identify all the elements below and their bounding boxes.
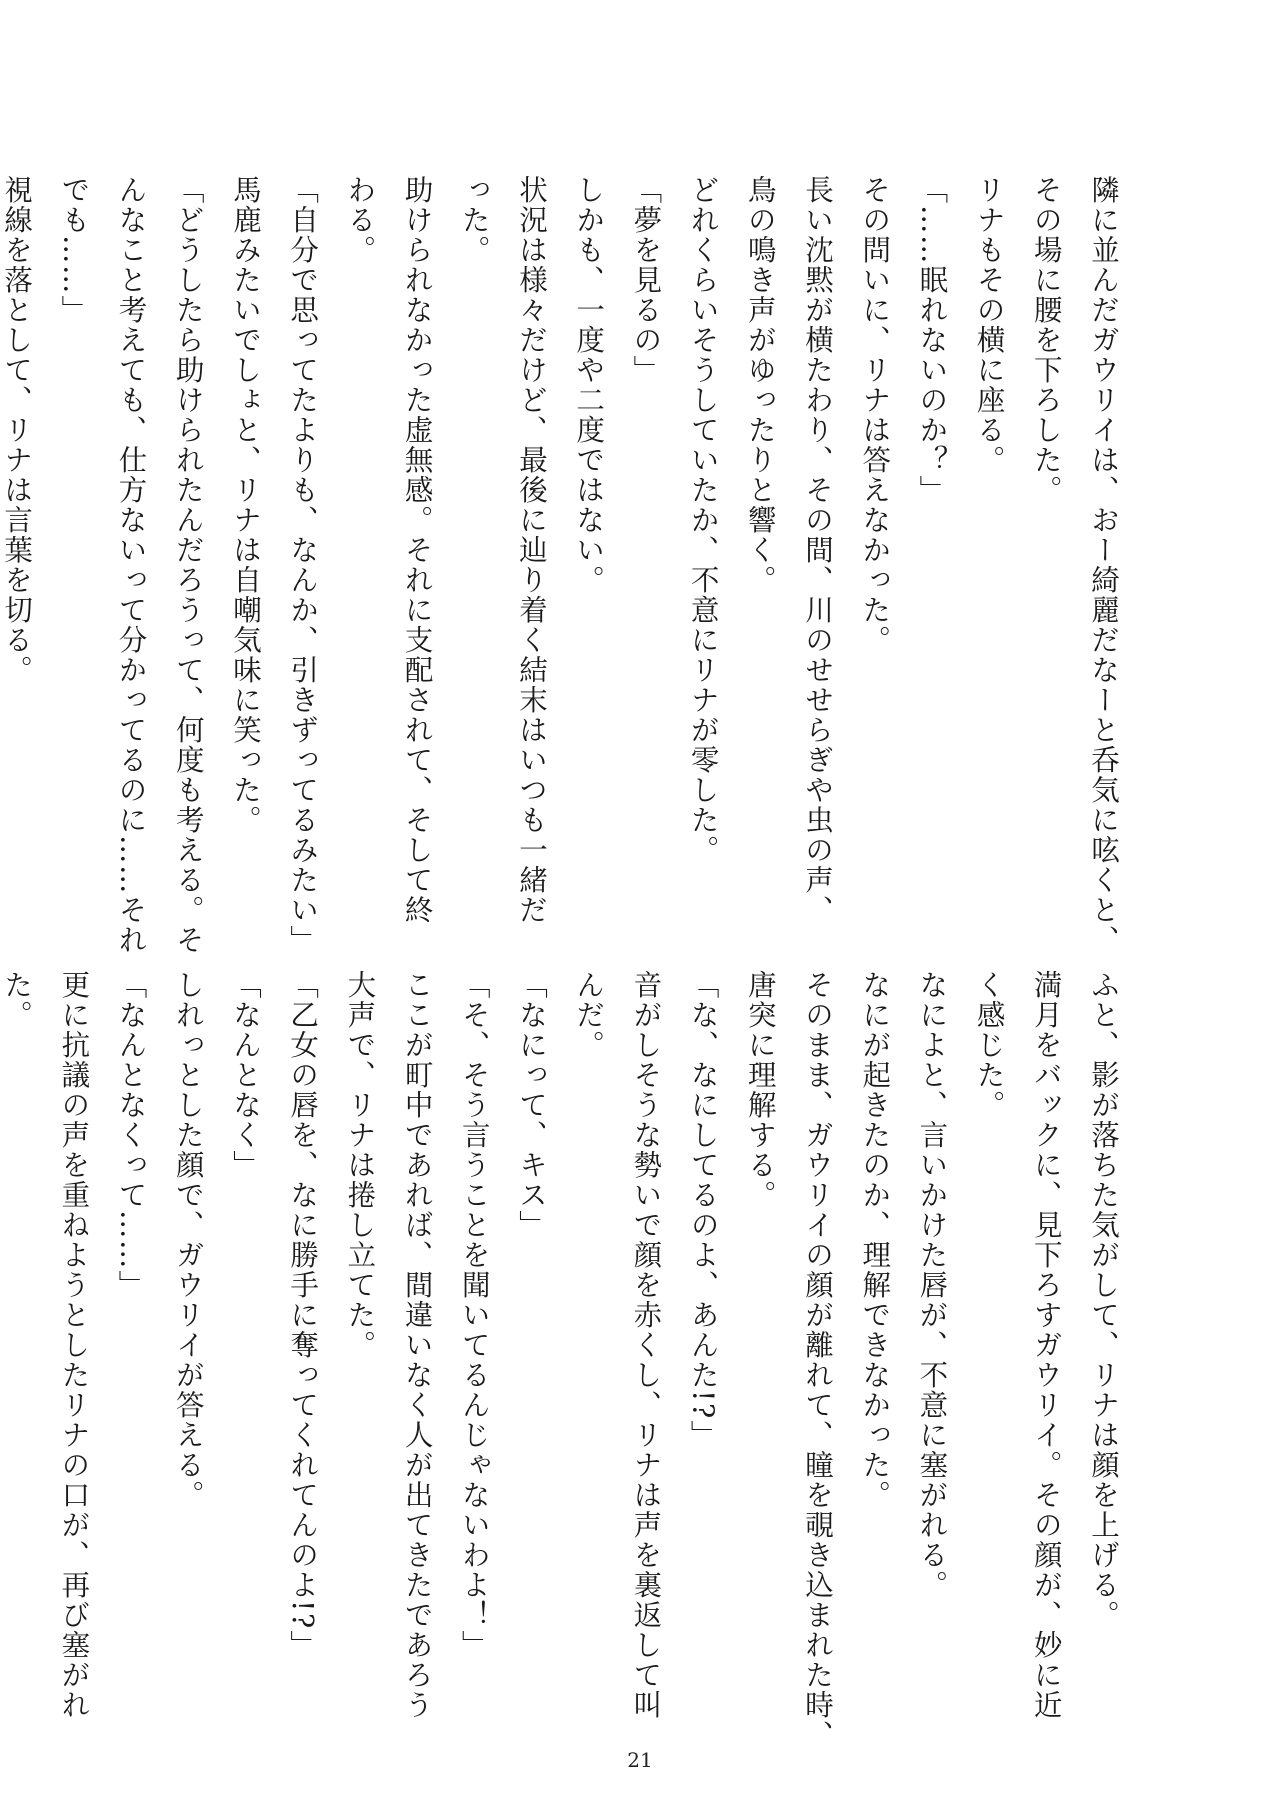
text-line: 「そ、そう言うことを聞いてるんじゃないわよ！」 [457,970,491,1660]
text-line: ふと、影が落ちた気がして、リナは顔を上げる。 [1087,970,1120,1630]
text-line: 音がしそうな勢いで顔を赤くし、リナは声を裏返して叫 [629,970,663,1720]
text-line: 「……眠れないのか？」 [915,175,949,505]
text-line: でも……」 [57,175,91,325]
text-line: なにが起きたのか、理解できなかった。 [858,970,892,1510]
text-line: 「なんとなく」 [228,970,262,1180]
text-line: 大声で、リナは捲し立てた。 [343,970,377,1360]
text-line: 「夢を見るの」 [629,175,663,385]
text-line: 「なにって、キス」 [514,970,548,1240]
text-line: 「なんとなくって……」 [114,970,148,1300]
text-line: 更に抗議の声を重ねようとしたリナの口が、再び塞がれ [57,970,91,1720]
text-line: く感じた。 [972,970,1006,1120]
text-line: 隣に並んだガウリイは、おー綺麗だなーと呑気に呟くと、 [1087,175,1120,955]
text-line: 鳥の鳴き声がゆったりと響く。 [743,175,777,595]
text-line: そのまま、ガウリイの顔が離れて、瞳を覗き込まれた時、 [800,970,834,1750]
text-line: 助けられなかった虚無感。それに支配されて、そして終 [400,175,434,925]
text-line: 「な、なにしてるのよ、あんた!?」 [686,970,720,1450]
lower-text-block [0,970,1132,1750]
text-line: 「乙女の唇を、なに勝手に奪ってくれてんのよ!?」 [286,970,320,1660]
text-line: 状況は様々だけど、最後に辿り着く結末はいつも一緒だ [514,175,548,925]
text-line: その問いに、リナは答えなかった。 [858,175,892,655]
text-line: わる。 [343,175,377,265]
text-line: た。 [0,970,34,1030]
page-number: 21 [627,1748,653,1772]
text-line: しれっとした顔で、ガウリイが答える。 [171,970,205,1510]
text-line: リナもその横に座る。 [972,175,1006,475]
text-line: しかも、一度や二度ではない。 [572,175,606,595]
text-line: 「どうしたら助けられたんだろうって、何度も考える。そ [171,175,205,955]
text-line: なによと、言いかけた唇が、不意に塞がれる。 [915,970,949,1600]
text-line: 馬鹿みたいでしょと、リナは自嘲気味に笑った。 [228,175,262,835]
text-line: 唐突に理解する。 [743,970,777,1210]
text-line: その場に腰を下ろした。 [1029,175,1063,505]
text-line: 満月をバックに、見下ろすガウリイ。その顔が、妙に近 [1029,970,1063,1720]
text-line: ここが町中であれば、間違いなく人が出てきたであろう [400,970,434,1720]
text-line: った。 [457,175,491,265]
text-line: 「自分で思ってたよりも、なんか、引きずってるみたい」 [286,175,320,955]
text-line: 視線を落として、リナは言葉を切る。 [0,175,34,685]
text-line: んだ。 [572,970,606,1060]
text-line: どれくらいそうしていたか、不意にリナが零した。 [686,175,720,865]
text-line: んなこと考えても、仕方ないって分かってるのに……それ [114,175,148,955]
upper-text-block [0,175,1132,955]
text-line: 長い沈黙が横たわり、その間、川のせせらぎや虫の声、 [800,175,834,925]
